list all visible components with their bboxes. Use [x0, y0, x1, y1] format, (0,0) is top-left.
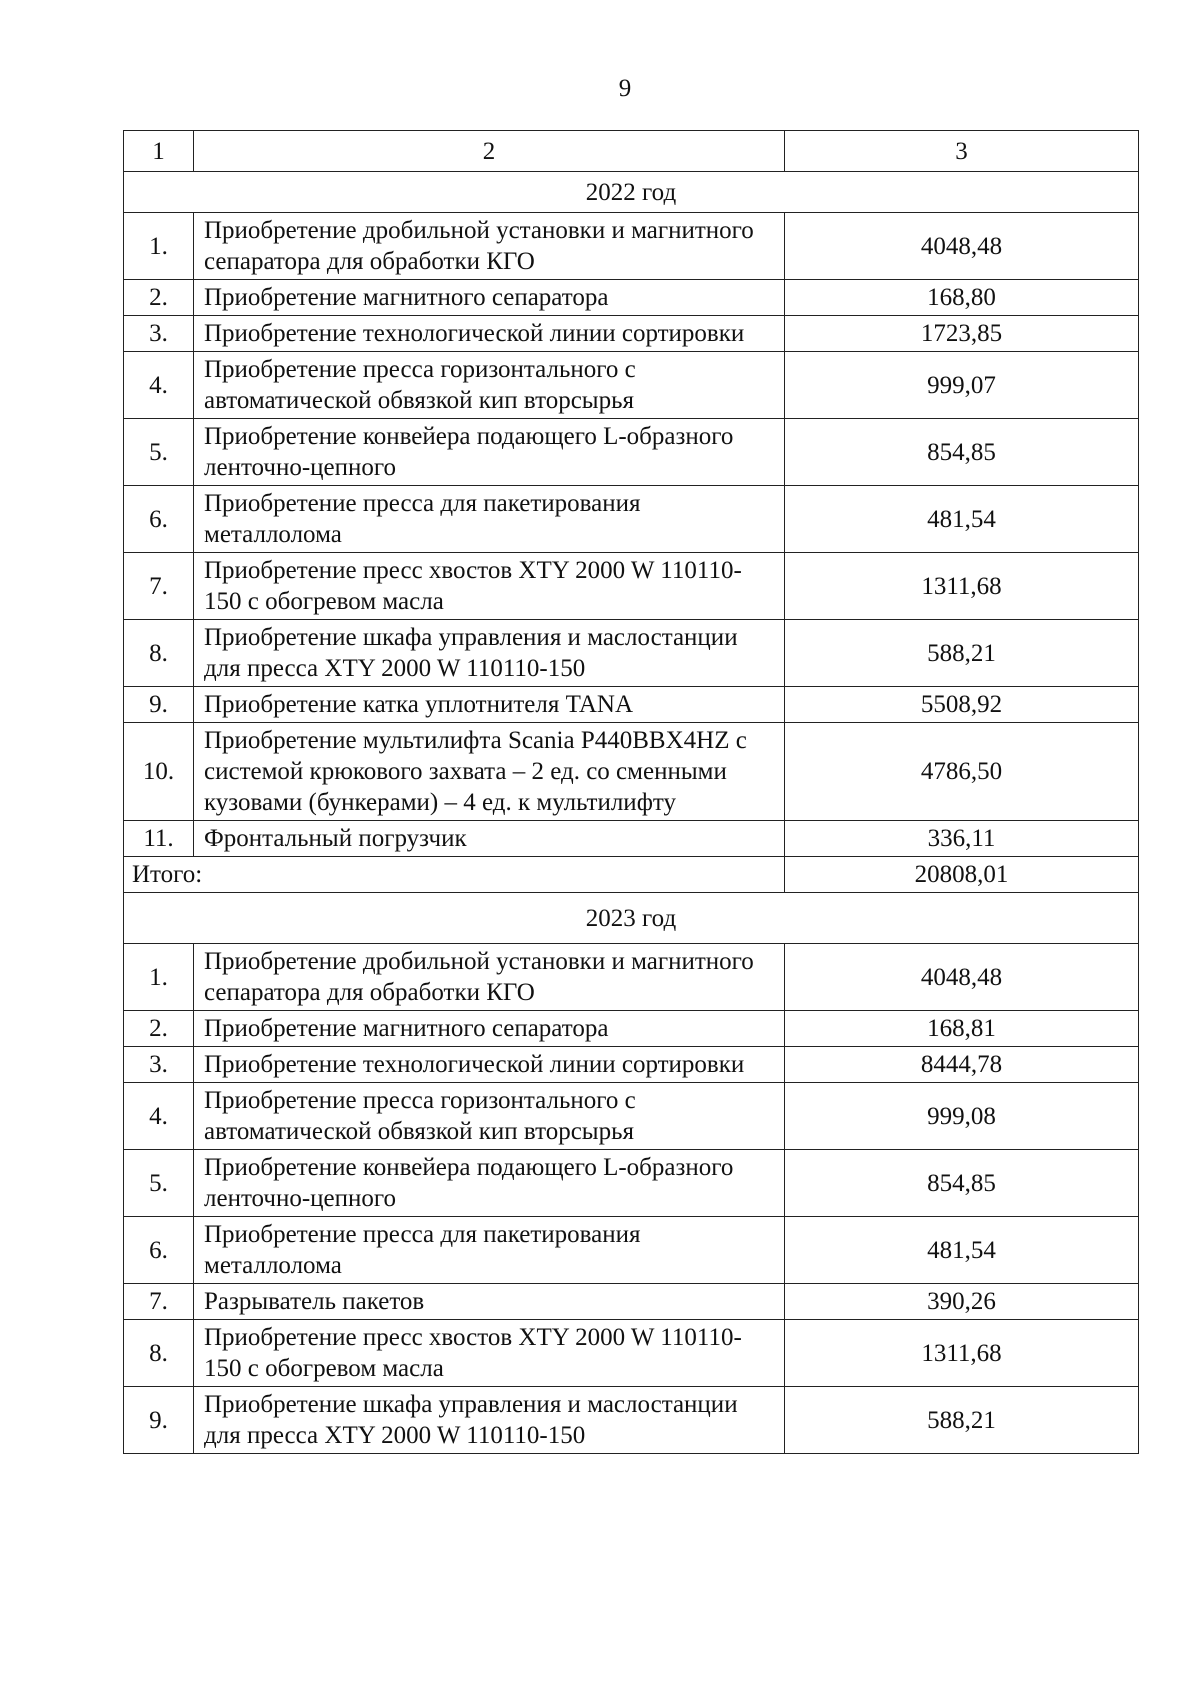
total-value: 20808,01 — [785, 857, 1139, 893]
row-value: 4786,50 — [785, 723, 1139, 821]
table-row — [124, 486, 1139, 553]
row-value: 588,21 — [785, 620, 1139, 687]
row-number: 10. — [124, 723, 194, 821]
table-row — [124, 723, 1139, 821]
row-number: 3. — [124, 1047, 194, 1083]
year-row-2022 — [124, 172, 1139, 213]
table-row — [124, 1047, 1139, 1083]
row-name: Приобретение дробильной установки и магнитного сепаратора для обработки КГО — [194, 213, 785, 280]
row-number: 9. — [124, 687, 194, 723]
row-value: 5508,92 — [785, 687, 1139, 723]
row-value: 999,07 — [785, 352, 1139, 419]
total-label: Итого: — [124, 857, 785, 893]
table-row — [124, 1320, 1139, 1387]
row-value: 4048,48 — [785, 944, 1139, 1011]
page-number: 9 — [618, 75, 632, 102]
row-name: Приобретение пресса горизонтального с автоматической обвязкой кип вторсырья — [194, 352, 785, 419]
row-number: 4. — [124, 1083, 194, 1150]
table-row — [124, 280, 1139, 316]
column-number-row — [124, 131, 1139, 172]
column-number-3: 3 — [785, 131, 1139, 172]
row-name: Приобретение катка уплотнителя TANA — [194, 687, 785, 723]
row-name: Приобретение шкафа управления и маслостанции для пресса XTY 2000 W 110110-150 — [194, 620, 785, 687]
row-number: 3. — [124, 316, 194, 352]
table-row — [124, 1011, 1139, 1047]
row-value: 854,85 — [785, 419, 1139, 486]
row-name: Приобретение магнитного сепаратора — [194, 280, 785, 316]
table-row — [124, 553, 1139, 620]
row-number: 7. — [124, 1284, 194, 1320]
row-name: Фронтальный погрузчик — [194, 821, 785, 857]
row-name: Приобретение шкафа управления и маслостанции для пресса XTY 2000 W 110110-150 — [194, 1387, 785, 1454]
row-name: Приобретение пресс хвостов XTY 2000 W 110110-150 с обогревом масла — [194, 553, 785, 620]
row-name: Приобретение конвейера подающего L-образного ленточно-цепного — [194, 1150, 785, 1217]
column-number-2: 2 — [194, 131, 785, 172]
row-value: 1311,68 — [785, 553, 1139, 620]
row-name: Приобретение пресса для пакетирования металлолома — [194, 486, 785, 553]
row-number: 9. — [124, 1387, 194, 1454]
table-row — [124, 1083, 1139, 1150]
year-label: 2022 год — [124, 172, 1139, 213]
row-number: 1. — [124, 944, 194, 1011]
row-name: Приобретение пресса для пакетирования металлолома — [194, 1217, 785, 1284]
row-number: 8. — [124, 1320, 194, 1387]
row-value: 854,85 — [785, 1150, 1139, 1217]
row-number: 5. — [124, 1150, 194, 1217]
row-number: 6. — [124, 486, 194, 553]
table-row — [124, 687, 1139, 723]
table-row — [124, 1150, 1139, 1217]
row-number: 11. — [124, 821, 194, 857]
row-number: 7. — [124, 553, 194, 620]
row-value: 999,08 — [785, 1083, 1139, 1150]
table-row — [124, 419, 1139, 486]
investment-table — [123, 130, 1139, 1454]
row-name: Приобретение конвейера подающего L-образного ленточно-цепного — [194, 419, 785, 486]
row-name: Приобретение технологической линии сортировки — [194, 316, 785, 352]
table-row — [124, 1387, 1139, 1454]
row-value: 4048,48 — [785, 213, 1139, 280]
row-name: Разрыватель пакетов — [194, 1284, 785, 1320]
table-row — [124, 1284, 1139, 1320]
row-value: 588,21 — [785, 1387, 1139, 1454]
row-value: 8444,78 — [785, 1047, 1139, 1083]
row-number: 6. — [124, 1217, 194, 1284]
table-row — [124, 213, 1139, 280]
row-value: 1723,85 — [785, 316, 1139, 352]
table-row — [124, 316, 1139, 352]
table-row — [124, 1217, 1139, 1284]
row-name: Приобретение технологической линии сортировки — [194, 1047, 785, 1083]
row-name: Приобретение пресс хвостов XTY 2000 W 110110-150 с обогревом масла — [194, 1320, 785, 1387]
row-value: 1311,68 — [785, 1320, 1139, 1387]
column-number-1: 1 — [124, 131, 194, 172]
table-row — [124, 352, 1139, 419]
row-number: 2. — [124, 1011, 194, 1047]
row-number: 5. — [124, 419, 194, 486]
table-row — [124, 821, 1139, 857]
row-value: 168,80 — [785, 280, 1139, 316]
row-name: Приобретение дробильной установки и магнитного сепаратора для обработки КГО — [194, 944, 785, 1011]
row-value: 390,26 — [785, 1284, 1139, 1320]
table-row — [124, 620, 1139, 687]
total-row — [124, 857, 1139, 893]
row-number: 2. — [124, 280, 194, 316]
row-number: 8. — [124, 620, 194, 687]
table-row — [124, 944, 1139, 1011]
year-row-2023 — [124, 893, 1139, 944]
row-value: 481,54 — [785, 1217, 1139, 1284]
row-value: 481,54 — [785, 486, 1139, 553]
row-value: 168,81 — [785, 1011, 1139, 1047]
row-name: Приобретение магнитного сепаратора — [194, 1011, 785, 1047]
year-label: 2023 год — [124, 893, 1139, 944]
row-number: 4. — [124, 352, 194, 419]
row-number: 1. — [124, 213, 194, 280]
row-name: Приобретение пресса горизонтального с автоматической обвязкой кип вторсырья — [194, 1083, 785, 1150]
row-value: 336,11 — [785, 821, 1139, 857]
row-name: Приобретение мультилифта Scania P440BBX4HZ с системой крюкового захвата – 2 ед. со сменными кузовами (бункерами) – 4 ед. к мультилифту — [194, 723, 785, 821]
